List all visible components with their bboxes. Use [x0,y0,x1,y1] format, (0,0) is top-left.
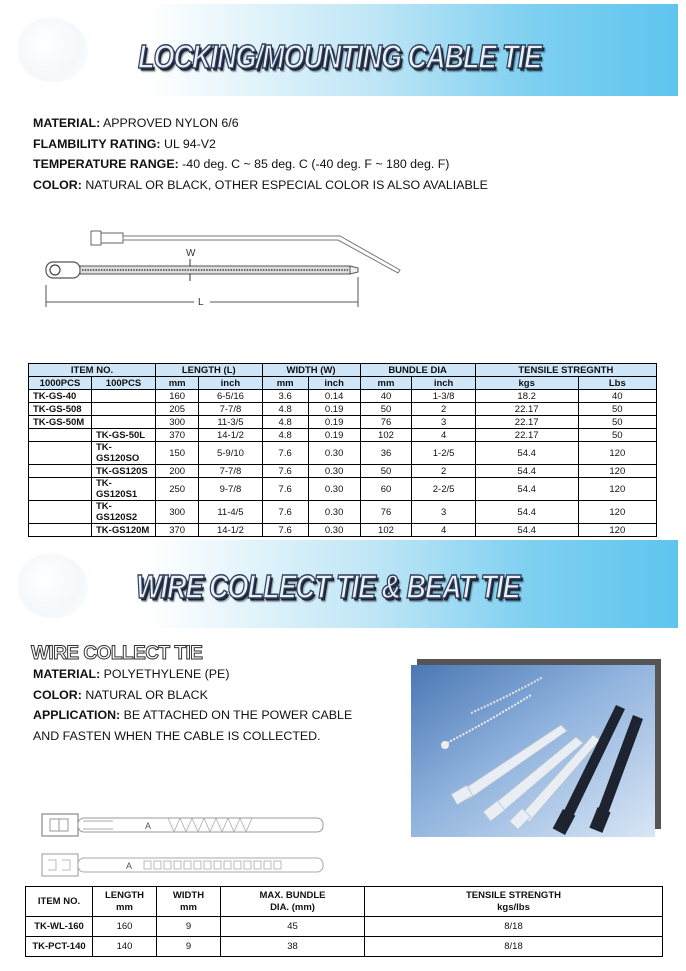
table-cell: 150 [156,442,199,465]
table-cell: 9-7/8 [199,478,262,501]
table-cell: 54.4 [475,442,578,465]
item-number-cell: TK-GS-50M [29,416,92,429]
table-cell: 4 [412,524,475,537]
table-cell: 120 [578,478,656,501]
table-cell: 4.8 [262,403,308,416]
item-number-cell: TK-GS-40 [29,390,92,403]
header-line: mm [180,901,197,913]
item-number-cell [92,403,156,416]
subheader: mm [156,377,199,390]
table-cell: 50 [360,465,412,478]
banner-title: WIRE COLLECT TIE & BEAT TIE [136,568,520,606]
header-banner-locking [0,4,678,96]
item-number-cell: TK-GS120S2 [92,501,156,524]
table-cell: 54.4 [475,465,578,478]
table-row [29,478,657,501]
header-cell [365,887,663,917]
table-cell: 7.6 [262,478,308,501]
header-item-no: ITEM NO. [29,364,156,377]
header-cell [26,887,93,917]
item-number-cell: TK-GS120S [92,465,156,478]
table-row [29,416,657,429]
table-cell: 54.4 [475,478,578,501]
table-cell: 60 [360,478,412,501]
table-cell: 2-2/5 [412,478,475,501]
table-cell: 102 [360,429,412,442]
table-cell: 50 [578,416,656,429]
item-number-cell: TK-GS-508 [29,403,92,416]
table-cell: 7.6 [262,524,308,537]
table-cell: 18.2 [475,390,578,403]
table-cell: 120 [578,442,656,465]
table-cell: 4 [412,429,475,442]
header-line: ITEM NO. [37,895,81,907]
table-cell: 2 [412,403,475,416]
spec-flammability: FLAMBILITY RATING: UL 94-V2 [33,137,216,151]
table-cell: 54.4 [475,524,578,537]
subheader: Lbs [578,377,656,390]
table-cell: 7.6 [262,442,308,465]
item-number-cell: TK-GS120M [92,524,156,537]
a-label: A [145,821,152,831]
banner-decoration [18,554,88,618]
table-cell: 120 [578,524,656,537]
table-row [29,403,657,416]
table-cell: 54.4 [475,501,578,524]
table-row [29,465,657,478]
table-row [29,524,657,537]
table-cell: 120 [578,465,656,478]
item-number-cell: TK-GS120S1 [92,478,156,501]
header-banner-wire-collect [0,540,678,628]
subheader: mm [360,377,412,390]
table-cell: 40 [360,390,412,403]
table-row [26,917,663,937]
table-row [26,937,663,957]
header-bundle-dia: BUNDLE DIA [360,364,475,377]
subheader: inch [199,377,262,390]
spec-temperature: TEMPERATURE RANGE: -40 deg. C ~ 85 deg. C (-40 deg. F ~ 180 deg. F) [33,157,450,171]
table-cell: 370 [156,524,199,537]
item-number-cell [92,416,156,429]
table-cell: 0.19 [308,403,360,416]
table-cell: 8/18 [365,917,663,937]
header-line: TENSILE STRENGTH [465,889,561,901]
table-cell: 120 [578,501,656,524]
table-cell: 3 [412,501,475,524]
subheader: 100PCS [92,377,156,390]
table-cell: 7.6 [262,465,308,478]
table-cell: 300 [156,501,199,524]
table-cell: 0.14 [308,390,360,403]
header-tensile-strength: TENSILE STREGNTH [475,364,656,377]
table-cell: 2 [412,465,475,478]
spec-material: MATERIAL: POLYETHYLENE (PE) [33,667,230,681]
table-cell: 6-5/16 [199,390,262,403]
table-cell: 205 [156,403,199,416]
item-number-cell [29,429,92,442]
table-cell: 300 [156,416,199,429]
table-cell: 50 [360,403,412,416]
table-cell: 45 [221,917,365,937]
table-cell: 14-1/2 [199,429,262,442]
subheader: inch [308,377,360,390]
header-length: LENGTH (L) [156,364,263,377]
table-cell: 11-3/5 [199,416,262,429]
table-cell: 1-3/8 [412,390,475,403]
wire-collect-tie-table [25,886,663,957]
spec-application: APPLICATION: BE ATTACHED ON THE POWER CABLE [33,708,353,722]
product-photo [411,665,655,837]
table-cell: 8/18 [365,937,663,957]
header-line: WIDTH [172,889,205,901]
header-cell [157,887,221,917]
item-number-cell [29,501,92,524]
header-line: LENGTH [104,889,145,901]
item-number-cell: TK-WL-160 [26,917,93,937]
header-line: mm [116,901,133,913]
table-cell: 0.30 [308,524,360,537]
item-number-cell [29,478,92,501]
banner-decoration [18,18,88,82]
table-cell: 140 [93,937,157,957]
table-header-row [26,887,663,917]
banner-title: LOCKING/MOUNTING CABLE TIE [138,38,541,76]
spec-color: COLOR: NATURAL OR BLACK [33,688,208,702]
table-cell: 36 [360,442,412,465]
table-cell: 4.8 [262,416,308,429]
table-cell: 4.8 [262,429,308,442]
spec-application-cont: AND FASTEN WHEN THE CABLE IS COLLECTED. [33,729,321,743]
table-subheader-row [29,377,657,390]
subheader: 1000PCS [29,377,92,390]
table-row [29,501,657,524]
cable-tie-diagram [40,225,410,310]
table-cell: 3 [412,416,475,429]
header-line: kgs/lbs [497,901,530,913]
item-number-cell: TK-GS-50L [92,429,156,442]
table-cell: 1-2/5 [412,442,475,465]
length-label: L [198,297,204,308]
table-header-row [29,364,657,377]
table-cell: 0.30 [308,501,360,524]
table-cell: 370 [156,429,199,442]
table-cell: 22.17 [475,429,578,442]
subheader: inch [412,377,475,390]
table-row [29,442,657,465]
table-cell: 0.19 [308,429,360,442]
cable-tie-spec-table [28,363,657,537]
table-cell: 14-1/2 [199,524,262,537]
table-cell: 22.17 [475,403,578,416]
item-number-cell [29,465,92,478]
table-cell: 7-7/8 [199,403,262,416]
header-line: DIA. (mm) [270,901,315,913]
header-width: WIDTH (W) [262,364,360,377]
header-cell [93,887,157,917]
spec-color: COLOR: NATURAL OR BLACK, OTHER ESPECIAL COLOR IS ALSO AVALIABLE [33,178,488,192]
wire-collect-tie-diagram [38,808,328,882]
table-cell: 0.19 [308,416,360,429]
item-number-cell [29,524,92,537]
table-cell: 9 [157,917,221,937]
table-cell: 160 [156,390,199,403]
table-cell: 200 [156,465,199,478]
table-cell: 102 [360,524,412,537]
table-cell: 0.30 [308,442,360,465]
item-number-cell: TK-PCT-140 [26,937,93,957]
spec-material: MATERIAL: APPROVED NYLON 6/6 [33,116,239,130]
item-number-cell [92,390,156,403]
table-cell: 11-4/5 [199,501,262,524]
table-cell: 250 [156,478,199,501]
table-cell: 9 [157,937,221,957]
table-cell: 3.6 [262,390,308,403]
table-cell: 22.17 [475,416,578,429]
table-cell: 76 [360,501,412,524]
table-row [29,429,657,442]
table-cell: 0.30 [308,465,360,478]
table-cell: 7-7/8 [199,465,262,478]
table-cell: 40 [578,390,656,403]
item-number-cell: TK-GS120SO [92,442,156,465]
table-cell: 0.30 [308,478,360,501]
table-cell: 38 [221,937,365,957]
table-row [29,390,657,403]
a-label: A [126,861,133,871]
table-cell: 50 [578,429,656,442]
table-cell: 76 [360,416,412,429]
table-cell: 5-9/10 [199,442,262,465]
table-cell: 7.6 [262,501,308,524]
subheader: mm [262,377,308,390]
table-cell: 50 [578,403,656,416]
table-cell: 160 [93,917,157,937]
section-title: WIRE COLLECT TIE [31,643,203,664]
width-label: W [186,248,196,259]
header-cell [221,887,365,917]
subheader: kgs [475,377,578,390]
item-number-cell [29,442,92,465]
header-line: MAX. BUNDLE [259,889,326,901]
